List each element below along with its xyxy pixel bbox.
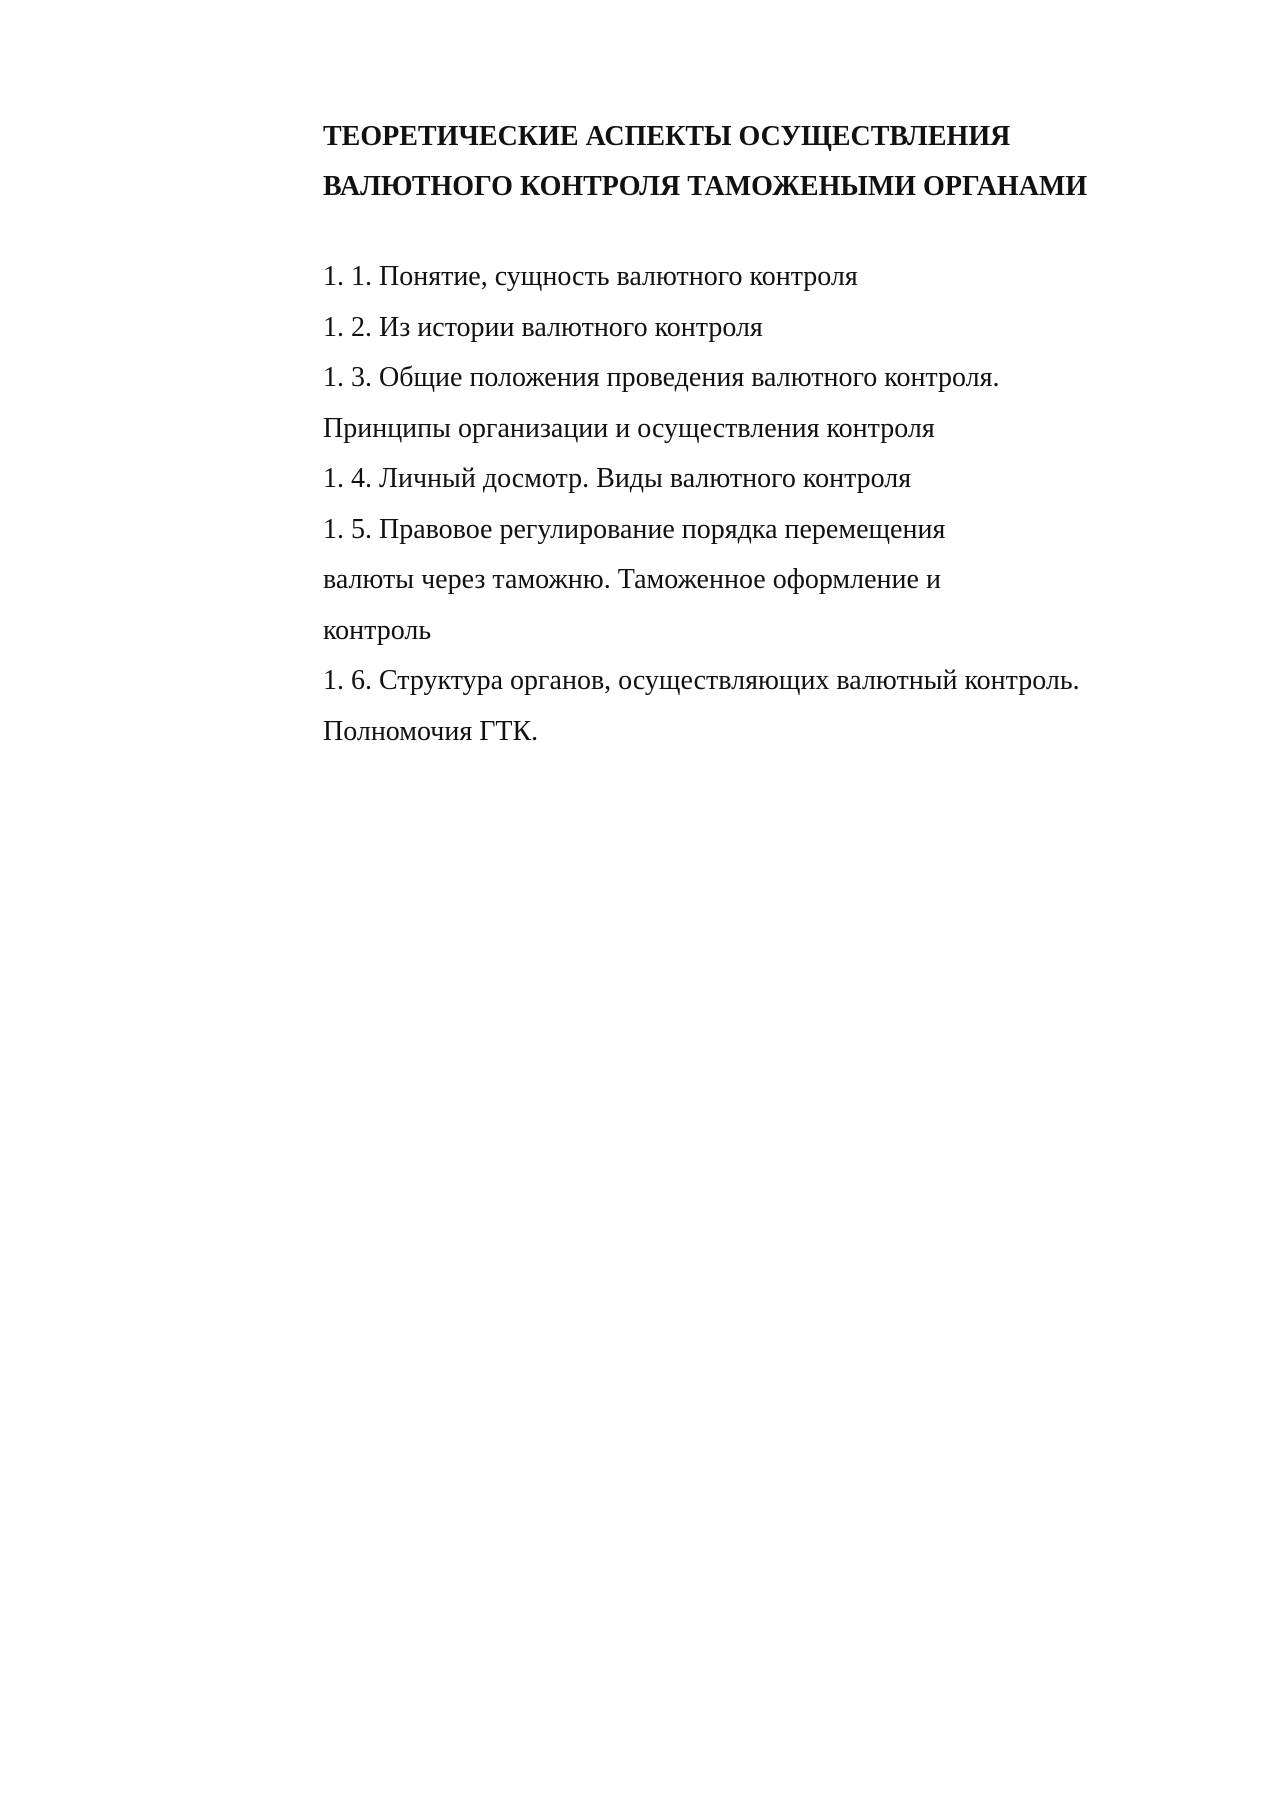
toc-item-1-2 <box>323 303 1203 354</box>
toc-item-1-1 <box>323 252 1203 303</box>
toc-line: Полномочия ГТК. <box>323 715 539 747</box>
toc-line: 1. 4. Личный досмотр. Виды валютного контроля <box>323 463 912 494</box>
toc-item-1-4 <box>323 454 1203 505</box>
toc-line: Принципы организации и осуществления контроля <box>323 412 935 444</box>
toc-line: валюты через таможню. Таможенное оформление и <box>323 564 941 595</box>
toc-line: 1. 5. Правовое регулирование порядка перемещения <box>323 513 946 545</box>
toc-line: контроль <box>323 614 432 646</box>
toc-line: 1. 2. Из истории валютного контроля <box>323 311 763 343</box>
toc-item-1-6 <box>323 656 1203 757</box>
toc-item-1-3 <box>323 353 1203 454</box>
document-title <box>323 112 1203 212</box>
document-content <box>323 112 1203 757</box>
title-line: ВАЛЮТНОГО КОНТРОЛЯ ТАМОЖЕНЫМИ ОРГАНАМИ <box>323 171 1088 202</box>
toc-line: 1. 1. Понятие, сущность валютного контроля <box>323 261 858 292</box>
table-of-contents <box>323 252 1203 757</box>
title-line: ТЕОРЕТИЧЕСКИЕ АСПЕКТЫ ОСУЩЕСТВЛЕНИЯ <box>323 121 1011 152</box>
toc-line: 1. 3. Общие положения проведения валютного контроля. <box>323 362 1000 393</box>
toc-item-1-5 <box>323 505 1203 657</box>
toc-line: 1. 6. Структура органов, осуществляющих валютный контроль. <box>323 665 1080 696</box>
